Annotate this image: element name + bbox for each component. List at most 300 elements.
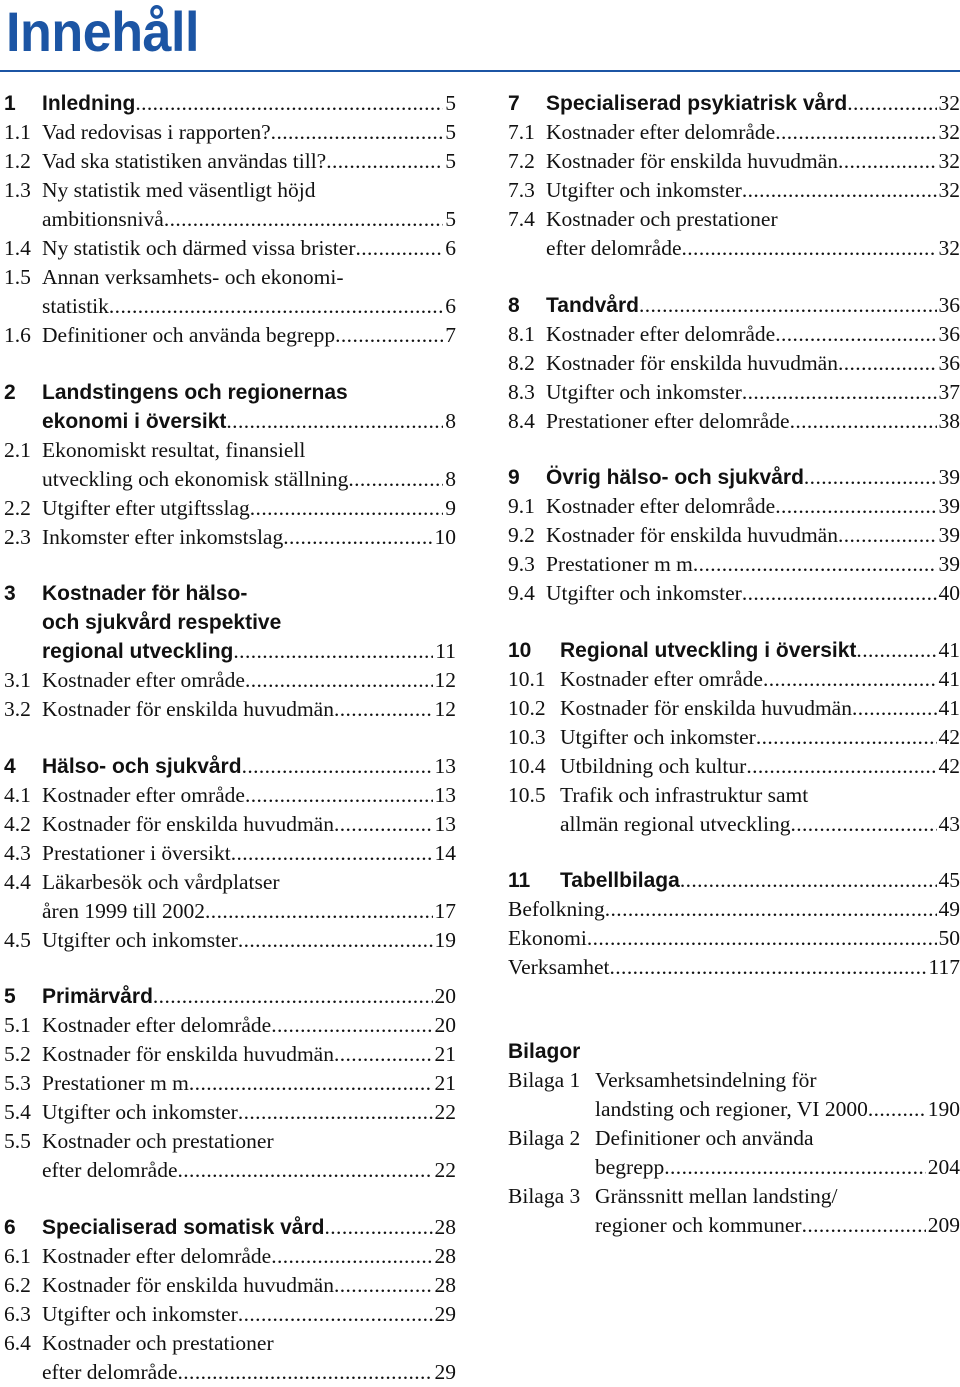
toc-page-number: 6 bbox=[443, 292, 456, 321]
toc-entry-number: 7.2 bbox=[508, 147, 546, 176]
toc-entry-title: Annan verksamhets- och ekonomi- bbox=[42, 263, 344, 292]
toc-page-number: 22 bbox=[433, 1098, 457, 1127]
toc-entry-title: efter delområde bbox=[546, 234, 682, 263]
toc-page-number: 28 bbox=[433, 1213, 457, 1242]
dot-leader bbox=[271, 1242, 432, 1271]
toc-section-line[interactable] bbox=[4, 176, 456, 205]
toc-entry-title: Definitioner och använda begrepp bbox=[42, 321, 335, 350]
toc-section-line[interactable] bbox=[4, 1011, 456, 1040]
toc-entry-number: 9.3 bbox=[508, 550, 546, 579]
toc-entry-title: allmän regional utveckling bbox=[560, 810, 790, 839]
toc-section-line[interactable] bbox=[508, 752, 960, 781]
toc-page-number: 41 bbox=[937, 636, 960, 665]
toc-entry-title: regioner och kommuner bbox=[595, 1211, 802, 1240]
toc-section-line[interactable] bbox=[4, 436, 456, 465]
toc-entry-number: 9.1 bbox=[508, 492, 546, 521]
toc-entry-title: Hälso- och sjukvård bbox=[42, 752, 242, 781]
toc-section-line[interactable] bbox=[4, 147, 456, 176]
toc-entry-title: Kostnader efter område bbox=[560, 665, 763, 694]
toc-entry-title: Kostnader för enskilda huvudmän bbox=[42, 1040, 334, 1069]
toc-page-number: 117 bbox=[927, 953, 960, 982]
toc-entry-number: 8.4 bbox=[508, 407, 546, 436]
toc-section-line[interactable] bbox=[4, 234, 456, 263]
dot-leader bbox=[326, 147, 443, 176]
toc-entry-title: Regional utveckling i översikt bbox=[560, 636, 856, 665]
toc-entry-title: Definitioner och använda bbox=[595, 1124, 814, 1153]
dot-leader bbox=[233, 637, 433, 666]
toc-entry-title: Verksamhetsindelning för bbox=[595, 1066, 817, 1095]
toc-section-line[interactable] bbox=[508, 579, 960, 608]
toc-section-line[interactable] bbox=[508, 810, 960, 839]
toc-page-number: 45 bbox=[937, 866, 960, 895]
dot-leader bbox=[164, 205, 443, 234]
toc-entry-title: Prestationer i översikt bbox=[42, 839, 231, 868]
entry-spacer bbox=[508, 1010, 960, 1038]
toc-section-line[interactable] bbox=[508, 895, 960, 924]
toc-entry-title: åren 1999 till 2002 bbox=[42, 897, 205, 926]
toc-page-number: 5 bbox=[443, 147, 456, 176]
toc-entry-title: Kostnader för enskilda huvudmän bbox=[546, 147, 838, 176]
toc-section-line[interactable] bbox=[4, 263, 456, 292]
dot-leader bbox=[334, 695, 433, 724]
entry-spacer bbox=[4, 1185, 456, 1213]
toc-entry-number: 8.3 bbox=[508, 378, 546, 407]
toc-entry-number: Bilaga 3 bbox=[508, 1182, 595, 1211]
toc-section-line[interactable] bbox=[4, 810, 456, 839]
toc-section-line[interactable] bbox=[4, 118, 456, 147]
dot-leader bbox=[238, 1098, 433, 1127]
toc-section-line[interactable] bbox=[4, 1358, 456, 1387]
dot-leader bbox=[775, 118, 936, 147]
toc-entry-title: Ny statistik med väsentligt höjd bbox=[42, 176, 316, 205]
toc-entry-title: Kostnader efter delområde bbox=[546, 118, 775, 147]
toc-entry-title: Kostnader för enskilda huvudmän bbox=[560, 694, 852, 723]
toc-entry-number: Bilaga 1 bbox=[508, 1066, 595, 1095]
toc-page-number: 41 bbox=[937, 694, 960, 723]
toc-page-number: 5 bbox=[443, 89, 456, 118]
toc-heading bbox=[508, 1037, 960, 1066]
toc-entry-number: 1 bbox=[4, 89, 42, 118]
toc-entry-number: 9.2 bbox=[508, 521, 546, 550]
dot-leader bbox=[325, 1213, 433, 1242]
toc-entry-title: Utgifter och inkomster bbox=[546, 176, 742, 205]
toc-page-number: 49 bbox=[937, 895, 960, 924]
toc-chapter-line[interactable] bbox=[4, 752, 456, 781]
toc-entry-title: Kostnader och prestationer bbox=[42, 1329, 274, 1358]
toc-section-line[interactable] bbox=[4, 1069, 456, 1098]
toc-section-line[interactable] bbox=[4, 897, 456, 926]
title-rule bbox=[0, 70, 960, 72]
toc-section-line[interactable] bbox=[4, 1098, 456, 1127]
page-title: Innehåll bbox=[6, 0, 199, 64]
dot-leader bbox=[680, 866, 937, 895]
toc-section-line[interactable] bbox=[4, 839, 456, 868]
toc-entry-number: 5.2 bbox=[4, 1040, 42, 1069]
toc-entry-number: 7.1 bbox=[508, 118, 546, 147]
toc-entry-title: Specialiserad somatisk vård bbox=[42, 1213, 325, 1242]
toc-entry-number: 5.5 bbox=[4, 1127, 42, 1156]
toc-entry-title: Befolkning bbox=[508, 895, 605, 924]
dot-leader bbox=[775, 492, 936, 521]
toc-entry-number: 2.2 bbox=[4, 494, 42, 523]
dot-leader bbox=[802, 1211, 926, 1240]
dot-leader bbox=[245, 666, 433, 695]
toc-entry-title: Vad redovisas i rapporten? bbox=[42, 118, 271, 147]
dot-leader bbox=[271, 118, 444, 147]
dot-leader bbox=[639, 291, 937, 320]
toc-entry-number: Bilaga 2 bbox=[508, 1124, 595, 1153]
toc-section-line[interactable] bbox=[4, 523, 456, 552]
toc-entry-number: 1.6 bbox=[4, 321, 42, 350]
toc-entry-title: Inkomster efter inkomstslag bbox=[42, 523, 283, 552]
dot-leader bbox=[245, 781, 433, 810]
toc-appendix-line[interactable] bbox=[508, 1124, 960, 1153]
entry-spacer bbox=[508, 608, 960, 636]
dot-leader bbox=[856, 636, 936, 665]
entry-spacer bbox=[4, 724, 456, 752]
toc-entry-title: Kostnader efter delområde bbox=[546, 492, 775, 521]
toc-entry-title: Ekonomiskt resultat, finansiell bbox=[42, 436, 305, 465]
toc-section-line[interactable] bbox=[4, 1156, 456, 1185]
dot-leader bbox=[250, 494, 443, 523]
toc-entry-number: 2.3 bbox=[4, 523, 42, 552]
toc-page-number: 11 bbox=[433, 637, 456, 666]
toc-entry-number: 3 bbox=[4, 579, 42, 608]
toc-entry-number: 10.1 bbox=[508, 665, 560, 694]
toc-page-number: 32 bbox=[937, 89, 960, 118]
toc-section-line[interactable] bbox=[4, 321, 456, 350]
toc-chapter-line[interactable] bbox=[4, 982, 456, 1011]
toc-entry-number: 2 bbox=[4, 378, 42, 407]
toc-entry-title: Kostnader för enskilda huvudmän bbox=[546, 349, 838, 378]
toc-page-number: 32 bbox=[937, 118, 960, 147]
toc-entry-title: Primärvård bbox=[42, 982, 153, 1011]
toc-section-line[interactable] bbox=[4, 494, 456, 523]
dot-leader bbox=[271, 1011, 432, 1040]
toc-entry-title: Kostnader och prestationer bbox=[546, 205, 778, 234]
toc-section-line[interactable] bbox=[508, 147, 960, 176]
toc-entry-title: Kostnader efter område bbox=[42, 666, 245, 695]
toc-entry-title: Kostnader och prestationer bbox=[42, 1127, 274, 1156]
toc-entry-number: 1.5 bbox=[4, 263, 42, 292]
toc-page-number: 10 bbox=[433, 523, 457, 552]
toc-right-column bbox=[508, 89, 960, 1240]
toc-entry-number: 10.2 bbox=[508, 694, 560, 723]
dot-leader bbox=[226, 407, 443, 436]
toc-entry-title: efter delområde bbox=[42, 1156, 178, 1185]
toc-chapter-line[interactable] bbox=[508, 866, 960, 895]
toc-entry-number: 3.2 bbox=[4, 695, 42, 724]
toc-entry-number: 7.3 bbox=[508, 176, 546, 205]
toc-entry-title: Prestationer efter delområde bbox=[546, 407, 790, 436]
toc-entry-number: 7 bbox=[508, 89, 546, 118]
toc-page-number: 8 bbox=[443, 465, 456, 494]
dot-leader bbox=[693, 550, 937, 579]
toc-entry-title: Kostnader efter delområde bbox=[42, 1011, 271, 1040]
toc-section-line[interactable] bbox=[4, 465, 456, 494]
dot-leader bbox=[335, 321, 443, 350]
toc-page-number: 209 bbox=[926, 1211, 960, 1240]
toc-entry-title: Kostnader för hälso- bbox=[42, 579, 247, 608]
toc-section-line[interactable] bbox=[508, 407, 960, 436]
toc-chapter-line[interactable] bbox=[4, 89, 456, 118]
toc-appendix-line[interactable] bbox=[508, 1066, 960, 1095]
toc-entry-title: ekonomi i översikt bbox=[42, 407, 226, 436]
toc-entry-title: Trafik och infrastruktur samt bbox=[560, 781, 808, 810]
toc-section-line[interactable] bbox=[508, 320, 960, 349]
toc-page-number: 40 bbox=[937, 579, 960, 608]
toc-entry-number: 2.1 bbox=[4, 436, 42, 465]
toc-chapter-line[interactable] bbox=[508, 636, 960, 665]
toc-entry-number: 10.5 bbox=[508, 781, 560, 810]
toc-page-number: 17 bbox=[433, 897, 457, 926]
toc-section-line[interactable] bbox=[4, 1300, 456, 1329]
entry-spacer bbox=[508, 982, 960, 1010]
toc-entry-number: 9.4 bbox=[508, 579, 546, 608]
toc-entry-title: Landstingens och regionernas bbox=[42, 378, 348, 407]
toc-section-line[interactable] bbox=[508, 723, 960, 752]
dot-leader bbox=[610, 953, 927, 982]
toc-entry-number: 1.1 bbox=[4, 118, 42, 147]
toc-page-number: 19 bbox=[433, 926, 457, 955]
toc-entry-number: 6 bbox=[4, 1213, 42, 1242]
toc-page-number: 50 bbox=[937, 924, 960, 953]
toc-section-line[interactable] bbox=[508, 349, 960, 378]
toc-page-number: 190 bbox=[926, 1095, 960, 1124]
toc-entry-number: 6.1 bbox=[4, 1242, 42, 1271]
toc-entry-title: regional utveckling bbox=[42, 637, 233, 666]
toc-entry-title: Kostnader efter delområde bbox=[546, 320, 775, 349]
toc-page-number: 21 bbox=[433, 1040, 457, 1069]
dot-leader bbox=[775, 320, 936, 349]
toc-entry-title: Kostnader för enskilda huvudmän bbox=[42, 695, 334, 724]
dot-leader bbox=[242, 752, 433, 781]
toc-entry-number: 4 bbox=[4, 752, 42, 781]
toc-entry-number: 5 bbox=[4, 982, 42, 1011]
toc-entry-number: 3.1 bbox=[4, 666, 42, 695]
toc-entry-number: 10 bbox=[508, 636, 560, 665]
toc-entry-number: 6.2 bbox=[4, 1271, 42, 1300]
toc-appendix-line[interactable] bbox=[508, 1211, 960, 1240]
entry-spacer bbox=[508, 436, 960, 464]
toc-section-line[interactable] bbox=[4, 1127, 456, 1156]
toc-page-number: 12 bbox=[433, 666, 457, 695]
toc-section-line[interactable] bbox=[508, 665, 960, 694]
toc-entry-title: utveckling och ekonomisk ställning bbox=[42, 465, 348, 494]
toc-entry-number: 6.4 bbox=[4, 1329, 42, 1358]
dot-leader bbox=[664, 1153, 926, 1182]
dot-leader bbox=[334, 810, 433, 839]
toc-page-number: 38 bbox=[937, 407, 960, 436]
toc-entry-title: Utbildning och kultur bbox=[560, 752, 746, 781]
toc-page-number: 29 bbox=[433, 1300, 457, 1329]
toc-entry-number: 5.3 bbox=[4, 1069, 42, 1098]
toc-section-line[interactable] bbox=[4, 868, 456, 897]
dot-leader bbox=[283, 523, 432, 552]
toc-page-number: 39 bbox=[937, 463, 960, 492]
toc-entry-title: Vad ska statistiken användas till? bbox=[42, 147, 326, 176]
toc-page-number: 43 bbox=[937, 810, 960, 839]
toc-entry-title: Prestationer m m bbox=[42, 1069, 189, 1098]
toc-entry-number: 1.2 bbox=[4, 147, 42, 176]
toc-page-number: 39 bbox=[937, 550, 960, 579]
dot-leader bbox=[790, 407, 937, 436]
toc-entry-number: 4.2 bbox=[4, 810, 42, 839]
toc-chapter-line[interactable] bbox=[508, 89, 960, 118]
toc-chapter-line[interactable] bbox=[4, 637, 456, 666]
toc-entry-title: Läkarbesök och vårdplatser bbox=[42, 868, 280, 897]
dot-leader bbox=[135, 89, 443, 118]
toc-chapter-line[interactable] bbox=[4, 378, 456, 407]
toc-entry-title: efter delområde bbox=[42, 1358, 178, 1387]
toc-section-line[interactable] bbox=[508, 118, 960, 147]
dot-leader bbox=[742, 176, 937, 205]
toc-chapter-line[interactable] bbox=[4, 407, 456, 436]
toc-entry-number: 1.3 bbox=[4, 176, 42, 205]
toc-chapter-line[interactable] bbox=[4, 1213, 456, 1242]
toc-section-line[interactable] bbox=[508, 378, 960, 407]
toc-chapter-line[interactable] bbox=[4, 579, 456, 608]
toc-section-line[interactable] bbox=[508, 781, 960, 810]
toc-entry-number: 4.3 bbox=[4, 839, 42, 868]
toc-section-line[interactable] bbox=[4, 205, 456, 234]
dot-leader bbox=[178, 1358, 433, 1387]
dot-leader bbox=[847, 89, 936, 118]
toc-entry-title: Inledning bbox=[42, 89, 135, 118]
toc-entry-number: 5.4 bbox=[4, 1098, 42, 1127]
toc-section-line[interactable] bbox=[508, 234, 960, 263]
toc-entry-title: Kostnader för enskilda huvudmän bbox=[42, 810, 334, 839]
dot-leader bbox=[189, 1069, 433, 1098]
toc-page-number: 39 bbox=[937, 492, 960, 521]
toc-section-line[interactable] bbox=[4, 1040, 456, 1069]
toc-section-line[interactable] bbox=[508, 176, 960, 205]
toc-entry-number: 8.1 bbox=[508, 320, 546, 349]
toc-entry-number: 4.1 bbox=[4, 781, 42, 810]
toc-entry-number: 8 bbox=[508, 291, 546, 320]
dot-leader bbox=[205, 897, 432, 926]
toc-chapter-line[interactable] bbox=[508, 463, 960, 492]
toc-entry-number: 7.4 bbox=[508, 205, 546, 234]
toc-page-number: 37 bbox=[937, 378, 960, 407]
dot-leader bbox=[238, 1300, 433, 1329]
dot-leader bbox=[682, 234, 937, 263]
toc-entry-title: Gränssnitt mellan landsting/ bbox=[595, 1182, 837, 1211]
toc-page-number: 32 bbox=[937, 234, 960, 263]
toc-entry-title: Ny statistik och därmed vissa brister bbox=[42, 234, 355, 263]
toc-entry-number: 8.2 bbox=[508, 349, 546, 378]
toc-entry-number: 9 bbox=[508, 463, 546, 492]
toc-entry-title: Tandvård bbox=[546, 291, 639, 320]
entry-spacer bbox=[4, 955, 456, 983]
dot-leader bbox=[742, 378, 937, 407]
entry-spacer bbox=[508, 839, 960, 867]
toc-page-number: 42 bbox=[937, 723, 960, 752]
dot-leader bbox=[790, 810, 936, 839]
toc-section-line[interactable] bbox=[508, 205, 960, 234]
toc-section-line[interactable] bbox=[508, 492, 960, 521]
toc-page-number: 29 bbox=[433, 1358, 457, 1387]
dot-leader bbox=[838, 349, 937, 378]
toc-entry-number: 11 bbox=[508, 866, 560, 895]
entry-spacer bbox=[508, 263, 960, 291]
toc-section-line[interactable] bbox=[4, 292, 456, 321]
toc-entry-title: landsting och regioner, VI 2000 bbox=[595, 1095, 868, 1124]
toc-entry-title: statistik bbox=[42, 292, 109, 321]
toc-section-line[interactable] bbox=[4, 781, 456, 810]
toc-entry-title: Utgifter och inkomster bbox=[546, 579, 742, 608]
toc-page-number: 20 bbox=[433, 982, 457, 1011]
entry-spacer bbox=[4, 350, 456, 378]
toc-chapter-line[interactable] bbox=[4, 608, 456, 637]
toc-entry-number: 6.3 bbox=[4, 1300, 42, 1329]
toc-page-number: 28 bbox=[433, 1271, 457, 1300]
toc-appendix-line[interactable] bbox=[508, 1153, 960, 1182]
toc-section-line[interactable] bbox=[4, 695, 456, 724]
toc-section-line[interactable] bbox=[508, 521, 960, 550]
dot-leader bbox=[804, 463, 937, 492]
toc-entry-number: 10.3 bbox=[508, 723, 560, 752]
toc-page-number: 13 bbox=[433, 781, 457, 810]
toc-entry-title: Utgifter och inkomster bbox=[560, 723, 756, 752]
dot-leader bbox=[852, 694, 937, 723]
toc-section-line[interactable] bbox=[508, 953, 960, 982]
toc-section-line[interactable] bbox=[4, 1329, 456, 1358]
dot-leader bbox=[838, 521, 937, 550]
toc-page-number: 6 bbox=[443, 234, 456, 263]
toc-page-number: 204 bbox=[926, 1153, 960, 1182]
toc-section-line[interactable] bbox=[4, 926, 456, 955]
toc-page-number: 32 bbox=[937, 176, 960, 205]
toc-section-line[interactable] bbox=[508, 550, 960, 579]
dot-leader bbox=[238, 926, 433, 955]
toc-left-column bbox=[4, 89, 456, 1387]
dot-leader bbox=[746, 752, 936, 781]
toc-entry-number: 4.4 bbox=[4, 868, 42, 897]
dot-leader bbox=[355, 234, 443, 263]
toc-entry-title: ambitionsnivå bbox=[42, 205, 164, 234]
toc-section-line[interactable] bbox=[508, 924, 960, 953]
toc-page-number: 28 bbox=[433, 1242, 457, 1271]
toc-page-number: 9 bbox=[443, 494, 456, 523]
toc-section-line[interactable] bbox=[508, 694, 960, 723]
toc-page-number: 8 bbox=[443, 407, 456, 436]
toc-entry-title: Utgifter och inkomster bbox=[42, 926, 238, 955]
toc-appendix-line[interactable] bbox=[508, 1182, 960, 1211]
toc-section-line[interactable] bbox=[4, 1242, 456, 1271]
toc-entry-title: Bilagor bbox=[508, 1037, 580, 1066]
toc-page-number: 39 bbox=[937, 521, 960, 550]
toc-entry-number: 4.5 bbox=[4, 926, 42, 955]
toc-entry-title: Specialiserad psykiatrisk vård bbox=[546, 89, 847, 118]
toc-chapter-line[interactable] bbox=[508, 291, 960, 320]
dot-leader bbox=[109, 292, 443, 321]
toc-entry-title: och sjukvård respektive bbox=[42, 608, 281, 637]
toc-appendix-line[interactable] bbox=[508, 1095, 960, 1124]
toc-section-line[interactable] bbox=[4, 666, 456, 695]
toc-entry-title: Verksamhet bbox=[508, 953, 610, 982]
toc-page-number: 36 bbox=[937, 349, 960, 378]
dot-leader bbox=[153, 982, 433, 1011]
dot-leader bbox=[838, 147, 937, 176]
toc-entry-title: Kostnader för enskilda huvudmän bbox=[42, 1271, 334, 1300]
toc-page-number: 41 bbox=[937, 665, 960, 694]
toc-section-line[interactable] bbox=[4, 1271, 456, 1300]
dot-leader bbox=[587, 924, 937, 953]
dot-leader bbox=[605, 895, 937, 924]
toc-page-number: 13 bbox=[433, 810, 457, 839]
toc-entry-number: 1.4 bbox=[4, 234, 42, 263]
